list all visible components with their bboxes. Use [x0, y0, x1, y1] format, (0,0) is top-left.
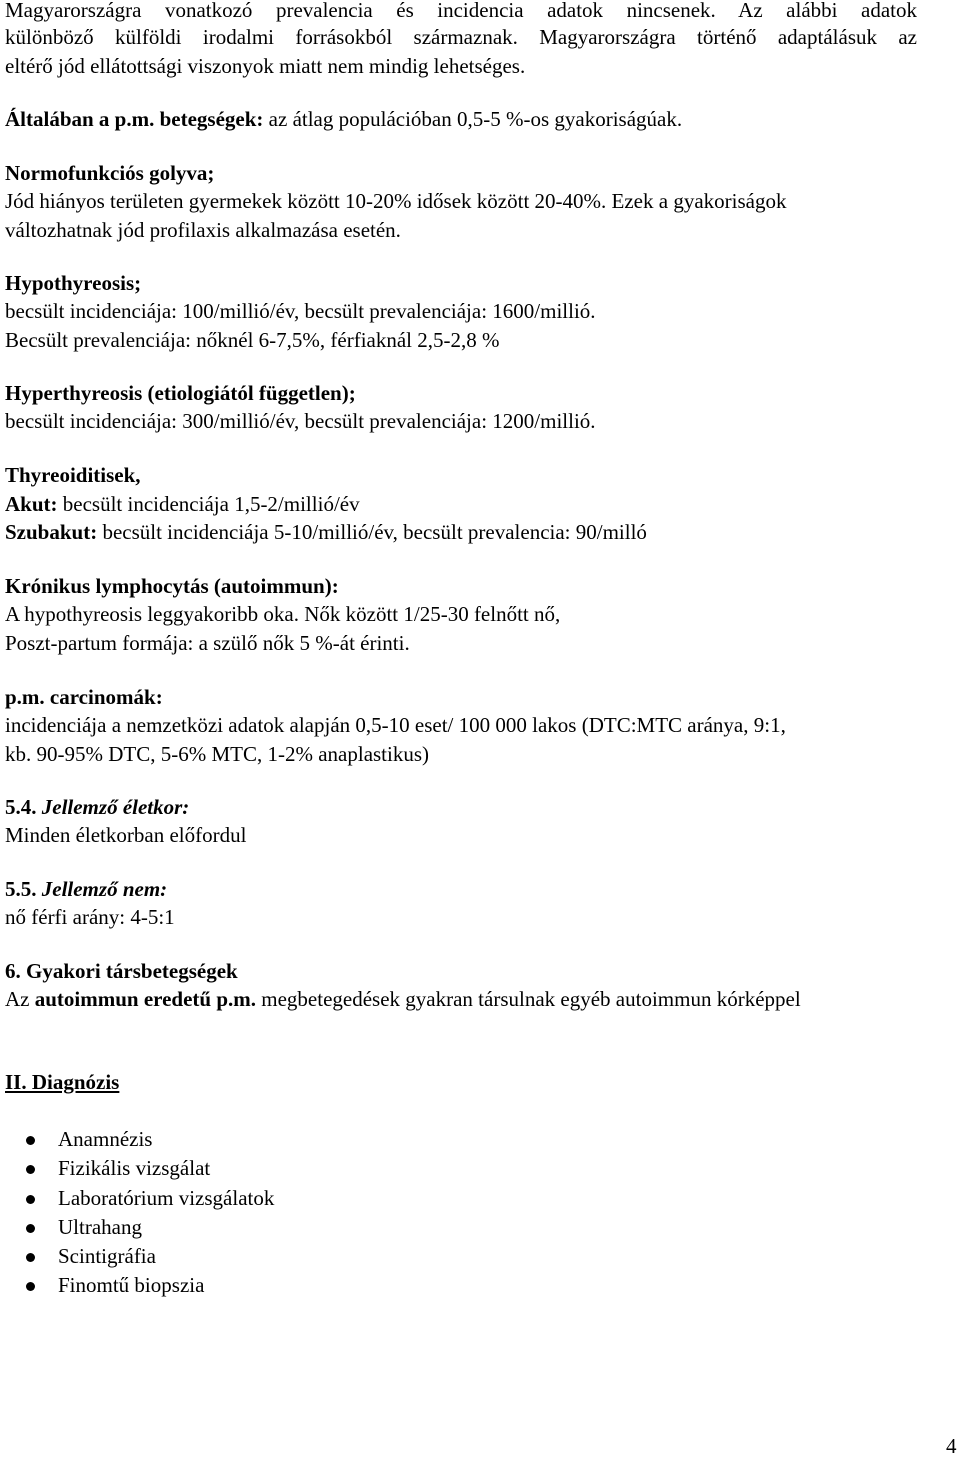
bullet-icon [26, 1195, 35, 1204]
section-5-5-number: 5.5. [5, 877, 37, 901]
thyreo-heading: Thyreoiditisek, [5, 463, 141, 487]
document-page: Magyarországra vonatkozó prevalencia és incidencia adatok nincsenek. Az alábbi adatok különböző külföldi irodalmi forrásokból származnak. Magyarországra történő adaptálásuk az eltérő jód ellátottsági viszonyok miatt nem mindig lehetséges. Általában a p.m. betegségek: az átlag populációban 0,5-5 %-os gyakoriságúak. Normofunkciós golyva; Jód hiányos területen gyermekek között 10-20% idősek között 20-40%. Ezek a gyakoriságok változhatnak jód profilaxis alkalmazása esetén. Hypothyreosis; becsült incidenciája: 100/millió/év, becsült prevalenciája: 1600/millió. Becsült prevalenciája: nőknél 6-7,5%, férfiaknál 2,5-2,8 % Hyperthyreosis (etiologiától független); becsült incidenciája: 300/millió/év, becsült prevalenciája: 1200/millió. Thyreoiditisek, Akut: becsült incidenciája 1,5-2/millió/év Szubakut: becsült incidenciája 5-10/millió/év, becsült prevalencia: 90/milló Krónikus lymphocytás (autoimmun): A hypothyreosis leggyakoribb oka. Nők között 1/25-30 felnőtt nő, Poszt-partum formája: a szülő nők 5 %-át érinti. p.m. carcinomák: incidenciája a nemzetközi adatok alapján 0,5-10 eset/ 100 000 lakos (DTC:MTC aránya, 9:1, kb. 90-95% DTC, 5-6% MTC, 1-2% anaplastikus) 5.4. Jellemző életkor: Minden életkorban előfordul 5.5. Jellemző nem: nő férfi arány: 4-5:1 6. Gyakori társbetegségek Az autoimmun eredetű p.m. megbetegedések gyakran társulnak egyéb autoimmun kórképpel II. Diagnózis Anamnézis Fizikális vizsgálat Laboratórium vizsgálatok Ultrahang Scintigráfia Finomtű biopszia 4 [0, 0, 960, 1457]
hypo-heading: Hypothyreosis; [5, 271, 142, 295]
normo-heading: Normofunkciós golyva; [5, 161, 215, 185]
kronikus-line-2: Poszt-partum formája: a szülő nők 5 %-át érinti. [5, 631, 410, 655]
carcinoma-heading: p.m. carcinomák: [5, 685, 163, 709]
normo-line-1: Jód hiányos területen gyermekek között 10-20% idősek között 20-40%. Ezek a gyakoriságok [5, 189, 787, 213]
normo-line-2: változhatnak jód profilaxis alkalmazása esetén. [5, 218, 401, 242]
kronikus-heading: Krónikus lymphocytás (autoimmun): [5, 574, 339, 598]
section-5-4-text: Minden életkorban előfordul [5, 823, 247, 847]
bullet-icon [26, 1136, 35, 1145]
carcinoma-line-1: incidenciája a nemzetközi adatok alapján 0,5-10 eset/ 100 000 lakos (DTC:MTC aránya, 9:1, [5, 713, 786, 737]
hyper-heading: Hyperthyreosis (etiologiától független); [5, 381, 356, 405]
intro-line-1: Magyarországra vonatkozó prevalencia és incidencia adatok nincsenek. Az alábbi adatok [5, 0, 917, 22]
bullet-icon [26, 1165, 35, 1174]
diagnosis-heading: II. Diagnózis [5, 1070, 120, 1094]
intro-line-3: eltérő jód ellátottsági viszonyok miatt nem mindig lehetséges. [5, 54, 526, 78]
hypo-line-1: becsült incidenciája: 100/millió/év, becsült prevalenciája: 1600/millió. [5, 299, 596, 323]
thyreo-akut [5, 491, 360, 518]
szubakut-label: Szubakut: [5, 520, 98, 544]
section-6-emphasis: autoimmun eredetű p.m. [34, 987, 257, 1011]
szubakut-text: becsült incidenciája 5-10/millió/év, becsült prevalencia: 90/milló [97, 520, 647, 544]
intro-line-2: különböző külföldi irodalmi forrásokból származnak. Magyarországra történő adaptálásuk az [5, 25, 917, 49]
bullet-icon [26, 1282, 35, 1291]
section-6-heading: 6. Gyakori társbetegségek [5, 959, 238, 983]
bullet-icon [26, 1253, 35, 1262]
bullet-icon [26, 1224, 35, 1233]
page-number: 4 [946, 1434, 957, 1458]
section-5-4-title: Jellemző életkor: [36, 795, 190, 819]
section-5-4-number: 5.4. [5, 795, 37, 819]
section-5-5-title: Jellemző nem: [36, 877, 168, 901]
section-5-4-heading [5, 794, 189, 821]
akut-label: Akut: [5, 492, 58, 516]
hypo-line-2: Becsült prevalenciája: nőknél 6-7,5%, férfiaknál 2,5-2,8 % [5, 328, 500, 352]
section-5-5-heading [5, 876, 167, 903]
akut-text: becsült incidenciája 1,5-2/millió/év [57, 492, 360, 516]
thyreo-szubakut [5, 519, 647, 546]
general-label: Általában a p.m. betegségek: [5, 107, 264, 131]
section-5-5-text: nő férfi arány: 4-5:1 [5, 905, 175, 929]
general-paragraph [5, 106, 682, 133]
hyper-line-1: becsült incidenciája: 300/millió/év, becsült prevalenciája: 1200/millió. [5, 409, 596, 433]
carcinoma-line-2: kb. 90-95% DTC, 5-6% MTC, 1-2% anaplastikus) [5, 742, 430, 766]
general-text: az átlag populációban 0,5-5 %-os gyakoriságúak. [263, 107, 683, 131]
section-6-text: Az autoimmun eredetű p.m. megbetegedések gyakran társulnak egyéb autoimmun kórképpel [5, 987, 801, 1011]
kronikus-line-1: A hypothyreosis leggyakoribb oka. Nők között 1/25-30 felnőtt nő, [5, 602, 561, 626]
